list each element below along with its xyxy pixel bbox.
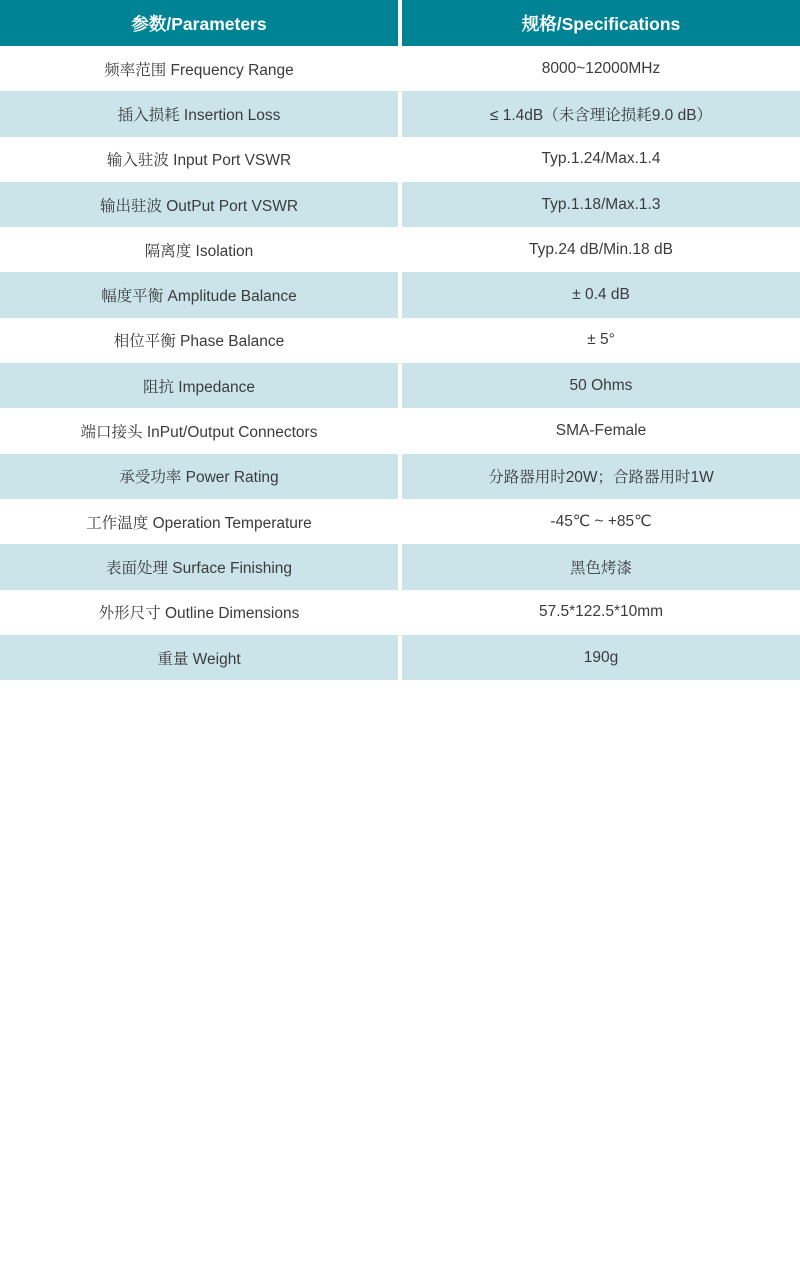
- specification-cell: -45℃ ~ +85℃: [402, 499, 800, 544]
- specification-cell: Typ.1.18/Max.1.3: [402, 182, 800, 227]
- parameter-cell: 输出驻波 OutPut Port VSWR: [0, 182, 398, 227]
- parameter-cell: 输入驻波 Input Port VSWR: [0, 137, 398, 182]
- table-row: [0, 635, 800, 680]
- table-row: [0, 499, 800, 544]
- parameter-cell: 幅度平衡 Amplitude Balance: [0, 272, 398, 317]
- table-row: [0, 137, 800, 182]
- parameter-cell: 重量 Weight: [0, 635, 398, 680]
- parameter-cell: 外形尺寸 Outline Dimensions: [0, 590, 398, 635]
- table-header-row: [0, 0, 800, 46]
- parameter-cell: 工作温度 Operation Temperature: [0, 499, 398, 544]
- parameter-cell: 频率范围 Frequency Range: [0, 46, 398, 91]
- specification-cell: 分路器用时20W；合路器用时1W: [402, 454, 800, 499]
- parameter-cell: 表面处理 Surface Finishing: [0, 544, 398, 589]
- table-row: [0, 590, 800, 635]
- table-row: [0, 227, 800, 272]
- table-row: [0, 454, 800, 499]
- table-row: [0, 91, 800, 136]
- parameter-cell: 端口接头 InPut/Output Connectors: [0, 408, 398, 453]
- table-row: [0, 544, 800, 589]
- table-row: [0, 272, 800, 317]
- header-specifications: 规格/Specifications: [402, 0, 800, 46]
- specification-cell: SMA-Female: [402, 408, 800, 453]
- parameter-cell: 相位平衡 Phase Balance: [0, 318, 398, 363]
- specification-cell: 黑色烤漆: [402, 544, 800, 589]
- specification-cell: 57.5*122.5*10mm: [402, 590, 800, 635]
- parameter-cell: 承受功率 Power Rating: [0, 454, 398, 499]
- table-row: [0, 46, 800, 91]
- table-row: [0, 318, 800, 363]
- table-row: [0, 363, 800, 408]
- specification-cell: ± 0.4 dB: [402, 272, 800, 317]
- specification-cell: ± 5°: [402, 318, 800, 363]
- specification-cell: Typ.1.24/Max.1.4: [402, 137, 800, 182]
- specification-cell: 190g: [402, 635, 800, 680]
- header-parameters: 参数/Parameters: [0, 0, 398, 46]
- table-row: [0, 182, 800, 227]
- specification-cell: 50 Ohms: [402, 363, 800, 408]
- specification-cell: ≤ 1.4dB（未含理论损耗9.0 dB）: [402, 91, 800, 136]
- specification-cell: 8000~12000MHz: [402, 46, 800, 91]
- specification-cell: Typ.24 dB/Min.18 dB: [402, 227, 800, 272]
- table-row: [0, 408, 800, 453]
- parameter-cell: 阻抗 Impedance: [0, 363, 398, 408]
- parameter-cell: 插入损耗 Insertion Loss: [0, 91, 398, 136]
- parameter-cell: 隔离度 Isolation: [0, 227, 398, 272]
